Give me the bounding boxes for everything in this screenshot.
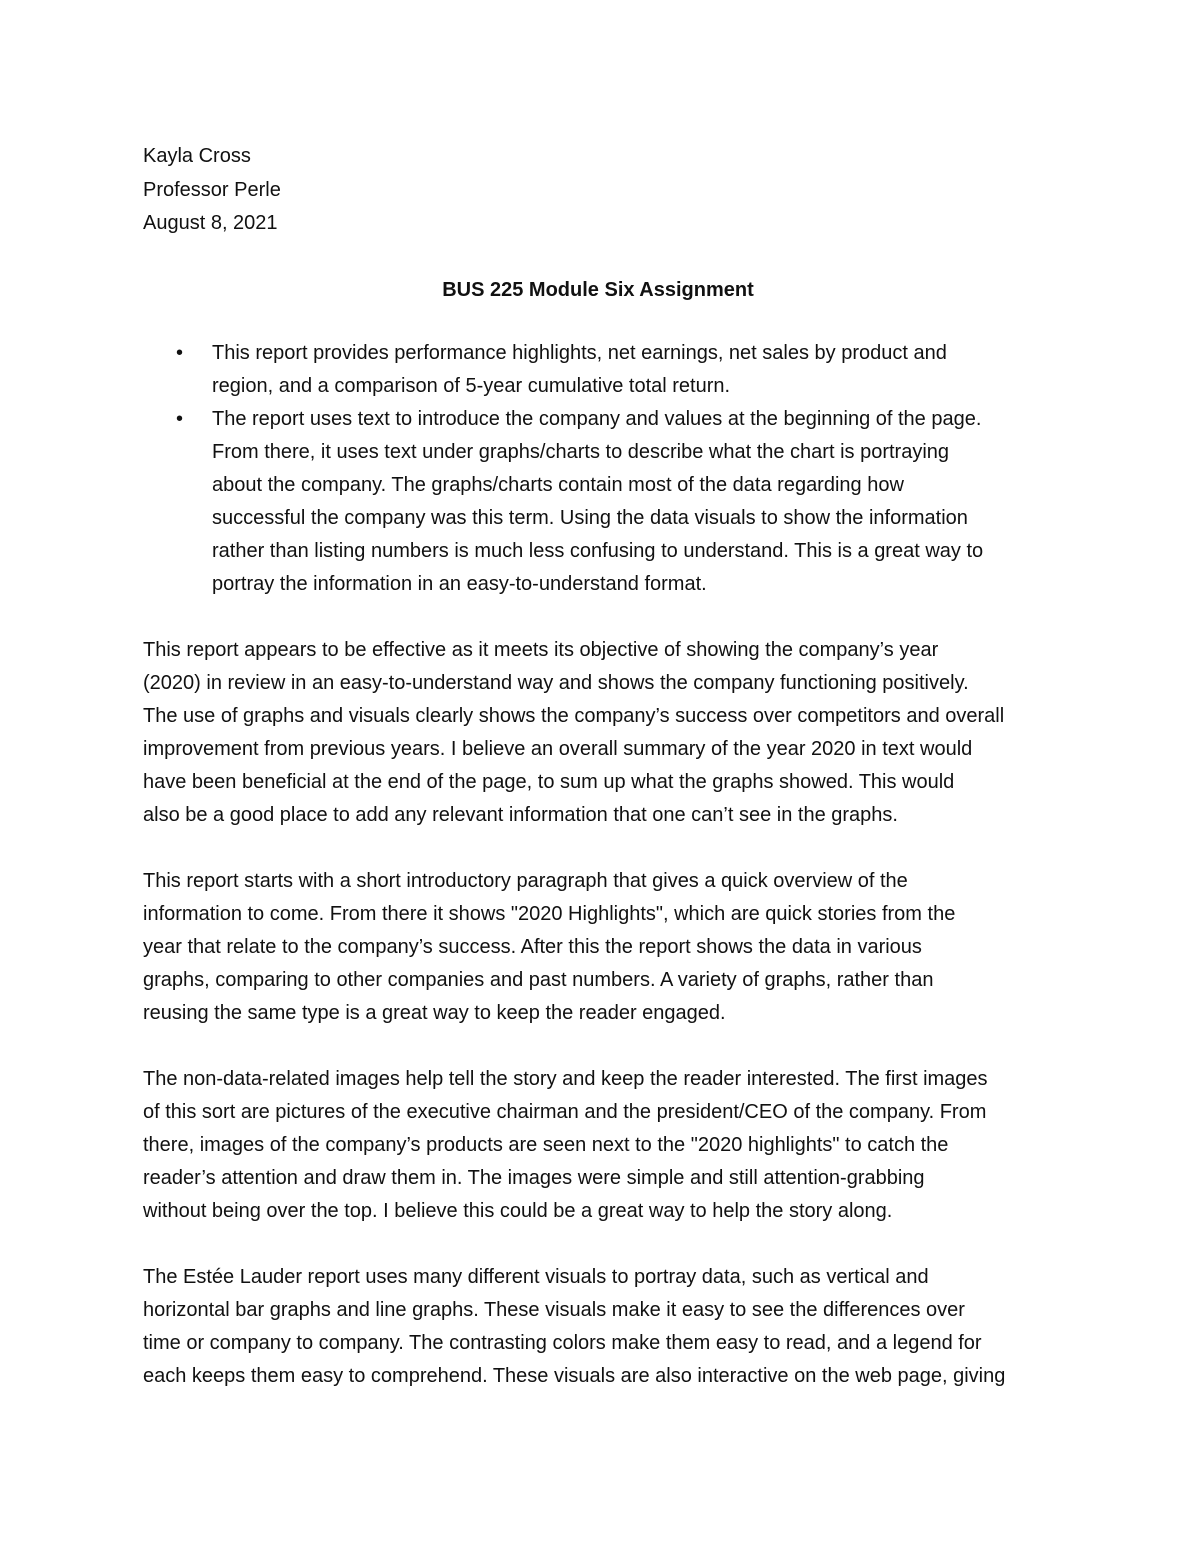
paragraph-line: reusing the same type is a great way to keep the reader engaged. [143, 1001, 726, 1024]
document-date: August 8, 2021 [143, 212, 278, 234]
bullet-line: rather than listing numbers is much less confusing to understand. This is a great way to [212, 539, 984, 562]
paragraph-effectiveness [143, 634, 1073, 832]
bullet-line: From there, it uses text under graphs/charts to describe what the chart is portraying [212, 440, 950, 463]
paragraph-line: without being over the top. I believe this could be a great way to help the story along. [143, 1199, 893, 1222]
paragraph-line: also be a good place to add any relevant information that one can’t see in the graphs. [143, 803, 898, 826]
document-title: BUS 225 Module Six Assignment [442, 278, 754, 301]
bullet-list [143, 337, 1073, 601]
paragraph-line: This report starts with a short introductory paragraph that gives a quick overview of the [143, 869, 908, 892]
bullet-line: about the company. The graphs/charts contain most of the data regarding how [212, 473, 904, 496]
document-page [143, 140, 1073, 1393]
bullet-line: The report uses text to introduce the company and values at the beginning of the page. [212, 407, 982, 430]
paragraph-line: reader’s attention and draw them in. The images were simple and still attention-grabbing [143, 1166, 925, 1189]
paragraph-line: there, images of the company’s products are seen next to the "2020 highlights" to catch the [143, 1133, 949, 1156]
paragraph-line: graphs, comparing to other companies and past numbers. A variety of graphs, rather than [143, 968, 934, 991]
paragraph-line: have been beneficial at the end of the page, to sum up what the graphs showed. This would [143, 770, 955, 793]
author-name: Kayla Cross [143, 145, 251, 167]
bullet-line: region, and a comparison of 5-year cumulative total return. [212, 374, 731, 397]
paragraph-line: each keeps them easy to comprehend. These visuals are also interactive on the web page, giving [143, 1364, 1006, 1387]
bullet-glyph: • [176, 407, 184, 430]
paragraph-line: of this sort are pictures of the executive chairman and the president/CEO of the company. From [143, 1100, 987, 1123]
header-block [143, 140, 1073, 241]
paragraph-line: The use of graphs and visuals clearly shows the company’s success over competitors and overall [143, 704, 1005, 727]
bullet-glyph: • [176, 341, 184, 364]
bullet-line: portray the information in an easy-to-understand format. [212, 572, 707, 595]
bullet-item [143, 403, 1073, 601]
paragraph-line: improvement from previous years. I believe an overall summary of the year 2020 in text would [143, 737, 973, 760]
paragraph-images [143, 1063, 1073, 1228]
paragraph-line: year that relate to the company’s success. After this the report shows the data in various [143, 935, 922, 958]
bullet-line: This report provides performance highlights, net earnings, net sales by product and [212, 341, 947, 364]
bullet-item [143, 337, 1073, 403]
paragraph-line: The Estée Lauder report uses many different visuals to portray data, such as vertical and [143, 1265, 929, 1288]
bullet-line: successful the company was this term. Using the data visuals to show the information [212, 506, 968, 529]
paragraph-line: This report appears to be effective as it meets its objective of showing the company’s year [143, 638, 939, 661]
paragraph-visuals [143, 1261, 1073, 1393]
paragraph-line: time or company to company. The contrasting colors make them easy to read, and a legend for [143, 1331, 982, 1354]
paragraph-line: information to come. From there it shows "2020 Highlights", which are quick stories from the [143, 902, 956, 925]
paragraph-line: horizontal bar graphs and line graphs. These visuals make it easy to see the differences over [143, 1298, 965, 1321]
paragraph-structure [143, 865, 1073, 1030]
professor-name: Professor Perle [143, 178, 281, 201]
paragraph-line: The non-data-related images help tell the story and keep the reader interested. The first images [143, 1067, 988, 1090]
paragraph-line: (2020) in review in an easy-to-understand way and shows the company functioning positively. [143, 671, 969, 694]
